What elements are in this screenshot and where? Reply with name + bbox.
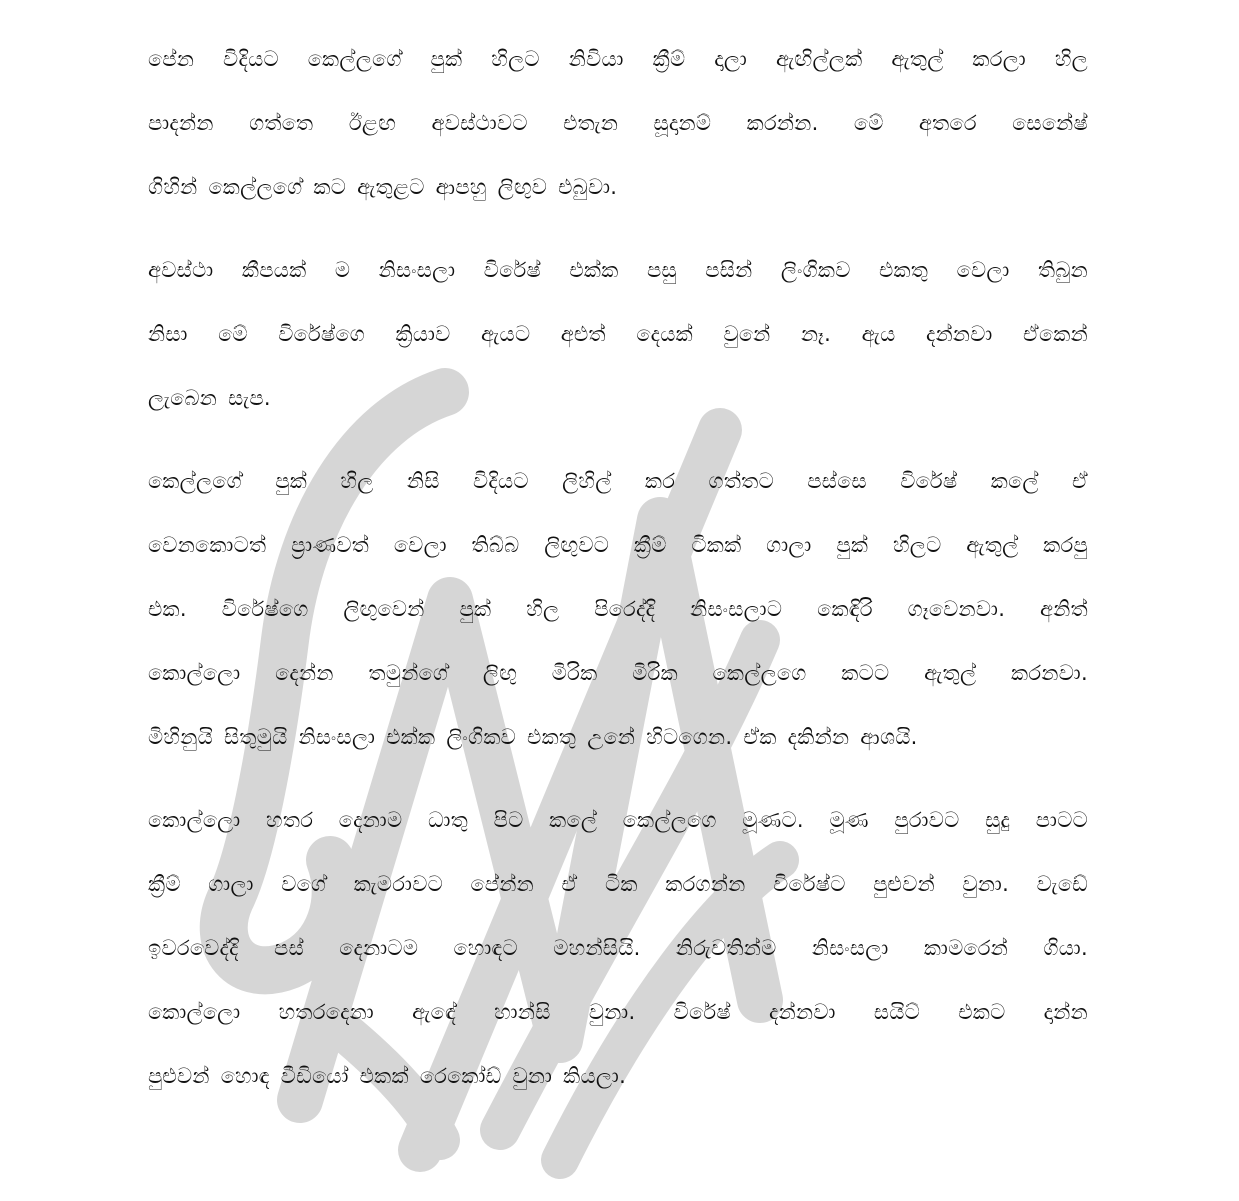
text-line: පුළුවන් හොඳ වීඩියෝ එකක් රෙකෝඩ් වුනා කියලා. [148, 1064, 627, 1088]
text-line: වෙනකොටත් ප්‍රාණවත් වෙලා තිබ්බ ලිඟුවට ක්‍රීම් ටිකක් ගාලා පුක් හිලට ඇතුල් කරපු [148, 533, 1088, 557]
text-line: අවස්ථා කීපයක් ම නිසංසලා විරේෂ් එක්ක පසු පසින් ලිංගිකව එකතු වෙලා තිබුන [148, 258, 1088, 282]
text-line: මිහිනුයි සිතුමුයි නිසංසලා එක්ක ලිංගිකව එකතු උනේ හිටගෙන. ඒක දකින්න ආශයි. [148, 725, 918, 749]
text-line: පාදන්න ගත්තෙ ඊළඟ අවස්ථාවට එතැන සූදානම් කරන්න. මේ අතරෙ සෙනේෂ් [148, 111, 1088, 135]
paragraph-1 [148, 34, 1088, 226]
paragraph-3 [148, 456, 1088, 776]
text-line: පේන විදියට කෙල්ලගේ පුක් හිලට නිවියා ක්‍රීම් දාලා ඇඟිල්ලක් ඇතුල් කරලා හිල [148, 47, 1088, 71]
text-line: කොල්ලො හතරදෙනා ඇඳේ හාන්සි වුනා. විරේෂ් දන්නවා සයිට් එකට දාන්න [148, 1000, 1088, 1024]
document-body [148, 34, 1088, 1134]
text-line: එක. විරේෂ්ගෙ ලිඟුවෙන් පුක් හිල පිරෙද්දි නිසංසලාට කෙඳිරි ගෑවෙනවා. අනිත් [148, 597, 1088, 621]
text-line: නිසා මේ විරේෂ්ගෙ ක්‍රියාව ඇයට අළුත් දෙයක් වුනේ නෑ. ඇය දන්නවා ඒකෙන් [148, 322, 1088, 346]
text-line: කෙල්ලගේ පුක් හිල නිසි විදියට ලිහිල් කර ගත්තට පස්සෙ විරේෂ් කලේ ඒ [148, 469, 1088, 493]
text-line: ක්‍රීම් ගාලා වගේ කැමරාවට පේන්න ඒ ටික කරගන්න විරේෂ්ට පුළුවන් වුනා. වැඩේ [148, 872, 1088, 896]
paragraph-2 [148, 245, 1088, 437]
text-line: කොල්ලො දෙන්න තමුන්ගේ ලිඟු මිරික මිරික කෙල්ලගෙ කටට ඇතුල් කරනවා. [148, 661, 1088, 685]
text-line: කොල්ලො හතර දෙනාම ධාතු පිට කලේ කෙල්ලගෙ මූණට. මූණ පුරාවට සුදු පාටට [148, 808, 1088, 832]
paragraph-4 [148, 795, 1088, 1115]
text-line: ලැබෙන සැප. [148, 386, 271, 410]
text-line: ඉවරවෙද්දි පස් දෙනාටම හොඳට මහන්සියි. නිරුවතින්ම නිසංසලා කාමරෙන් ගියා. [148, 936, 1088, 960]
text-line: ගිහින් කෙල්ලගේ කට ඇතුළට ආපහු ලිඟුව එබුවා. [148, 175, 618, 199]
